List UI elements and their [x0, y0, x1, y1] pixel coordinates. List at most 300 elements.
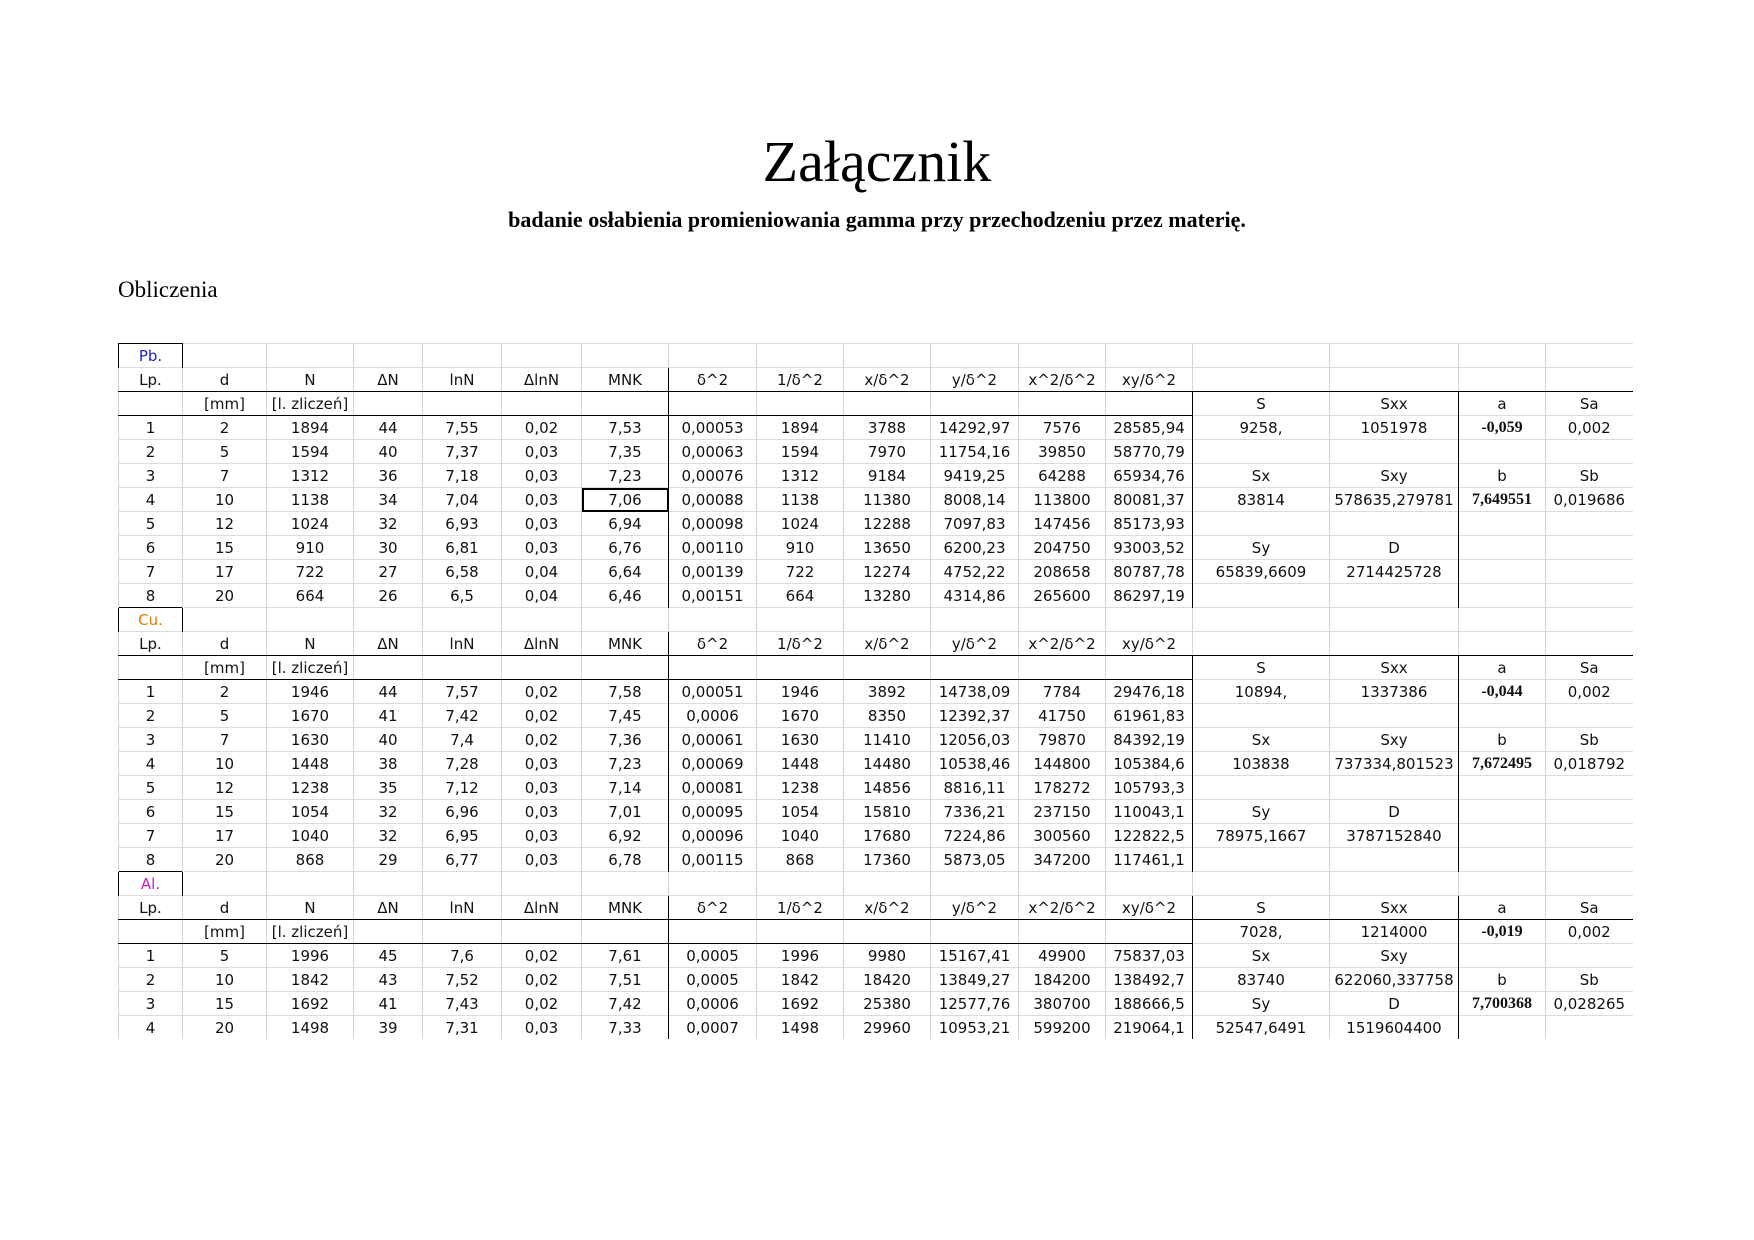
table-cell[interactable]: 7336,21 — [931, 800, 1019, 824]
table-cell[interactable]: 10953,21 — [931, 1016, 1019, 1040]
table-cell[interactable]: 6,78 — [582, 848, 669, 872]
stat-value-d[interactable]: 1519604400 — [1330, 1016, 1459, 1040]
column-header[interactable]: xy/δ^2 — [1106, 632, 1193, 656]
table-cell[interactable]: 0,00139 — [669, 560, 757, 584]
table-cell[interactable]: 7,12 — [423, 776, 502, 800]
stat-value-d[interactable]: 3787152840 — [1330, 824, 1459, 848]
stat-label-sy[interactable]: Sy — [1193, 800, 1330, 824]
table-cell[interactable]: 1448 — [267, 752, 354, 776]
table-cell[interactable]: 4 — [119, 488, 183, 512]
column-header[interactable]: ΔlnN — [502, 896, 582, 920]
stat-value-s[interactable]: 7028, — [1193, 920, 1330, 944]
table-cell[interactable]: 144800 — [1019, 752, 1106, 776]
stat-value-s[interactable]: 9258, — [1193, 416, 1330, 440]
unit-cell[interactable] — [354, 392, 423, 416]
table-cell[interactable]: 17680 — [844, 824, 931, 848]
table-cell[interactable]: 0,00061 — [669, 728, 757, 752]
table-cell[interactable]: 4 — [119, 1016, 183, 1040]
table-cell[interactable]: 184200 — [1019, 968, 1106, 992]
table-cell[interactable]: 0,03 — [502, 440, 582, 464]
stat-value-a[interactable]: -0,019 — [1459, 920, 1546, 944]
table-cell[interactable]: 7,23 — [582, 464, 669, 488]
table-cell[interactable]: 1630 — [757, 728, 844, 752]
empty-cell[interactable] — [1193, 848, 1330, 872]
table-cell[interactable]: 0,00069 — [669, 752, 757, 776]
table-cell[interactable]: 93003,52 — [1106, 536, 1193, 560]
table-cell[interactable]: 80081,37 — [1106, 488, 1193, 512]
column-header[interactable]: Lp. — [119, 632, 183, 656]
empty-cell[interactable] — [931, 920, 1019, 944]
empty-cell[interactable] — [423, 872, 502, 896]
column-header[interactable]: Lp. — [119, 368, 183, 392]
table-cell[interactable]: 5 — [119, 776, 183, 800]
table-cell[interactable]: 1024 — [757, 512, 844, 536]
unit-cell[interactable] — [119, 920, 183, 944]
column-header[interactable]: x^2/δ^2 — [1019, 632, 1106, 656]
empty-cell[interactable] — [757, 344, 844, 368]
empty-cell[interactable] — [1546, 440, 1633, 464]
table-cell[interactable]: 7,31 — [423, 1016, 502, 1040]
table-cell[interactable]: 7576 — [1019, 416, 1106, 440]
empty-cell[interactable] — [183, 872, 267, 896]
empty-cell[interactable] — [267, 872, 354, 896]
empty-cell[interactable] — [669, 608, 757, 632]
stat-value-s[interactable]: 10894, — [1193, 680, 1330, 704]
empty-cell[interactable] — [267, 344, 354, 368]
empty-cell[interactable] — [1459, 536, 1546, 560]
table-cell[interactable]: 12577,76 — [931, 992, 1019, 1016]
column-header[interactable]: N — [267, 896, 354, 920]
empty-cell[interactable] — [1019, 872, 1106, 896]
empty-cell[interactable] — [844, 920, 931, 944]
stat-value-sxx[interactable]: 1051978 — [1330, 416, 1459, 440]
table-cell[interactable]: 8008,14 — [931, 488, 1019, 512]
stat-value-sxy[interactable]: 737334,801523 — [1330, 752, 1459, 776]
empty-cell[interactable] — [1546, 944, 1633, 968]
empty-cell[interactable] — [1546, 872, 1633, 896]
empty-cell[interactable] — [502, 344, 582, 368]
column-header[interactable]: δ^2 — [669, 368, 757, 392]
table-cell[interactable]: 15 — [183, 536, 267, 560]
empty-cell[interactable] — [1459, 632, 1546, 656]
table-cell[interactable]: 0,03 — [502, 848, 582, 872]
column-header[interactable]: ΔlnN — [502, 368, 582, 392]
empty-cell[interactable] — [1106, 920, 1193, 944]
stat-label-b[interactable]: b — [1459, 968, 1546, 992]
stat-label-d[interactable]: D — [1330, 536, 1459, 560]
table-cell[interactable]: 6,77 — [423, 848, 502, 872]
empty-cell[interactable] — [354, 608, 423, 632]
table-cell[interactable]: 0,00051 — [669, 680, 757, 704]
stat-value-sxy[interactable]: 622060,337758 — [1330, 968, 1459, 992]
table-cell[interactable]: 0,03 — [502, 776, 582, 800]
table-cell[interactable]: 7097,83 — [931, 512, 1019, 536]
table-cell[interactable]: 9184 — [844, 464, 931, 488]
empty-cell[interactable] — [1193, 704, 1330, 728]
table-cell[interactable]: 49900 — [1019, 944, 1106, 968]
stat-label-sa[interactable]: Sa — [1546, 896, 1633, 920]
table-cell[interactable]: 0,00053 — [669, 416, 757, 440]
empty-cell[interactable] — [1546, 848, 1633, 872]
column-header[interactable]: ΔN — [354, 368, 423, 392]
table-cell[interactable]: 8816,11 — [931, 776, 1019, 800]
table-cell[interactable]: 7,43 — [423, 992, 502, 1016]
empty-cell[interactable] — [1106, 344, 1193, 368]
table-cell[interactable]: 105793,3 — [1106, 776, 1193, 800]
empty-cell[interactable] — [1193, 344, 1330, 368]
empty-cell[interactable] — [931, 392, 1019, 416]
table-cell[interactable]: 7 — [183, 464, 267, 488]
table-cell[interactable]: 7,4 — [423, 728, 502, 752]
stat-value-sy[interactable]: 65839,6609 — [1193, 560, 1330, 584]
table-cell[interactable]: 0,00096 — [669, 824, 757, 848]
table-cell[interactable]: 1448 — [757, 752, 844, 776]
empty-cell[interactable] — [757, 608, 844, 632]
table-cell[interactable]: 0,03 — [502, 512, 582, 536]
table-cell[interactable]: 1894 — [757, 416, 844, 440]
table-cell[interactable]: 178272 — [1019, 776, 1106, 800]
table-cell[interactable]: 7,57 — [423, 680, 502, 704]
table-cell[interactable]: 45 — [354, 944, 423, 968]
column-header[interactable]: 1/δ^2 — [757, 896, 844, 920]
empty-cell[interactable] — [502, 608, 582, 632]
empty-cell[interactable] — [1330, 344, 1459, 368]
empty-cell[interactable] — [183, 608, 267, 632]
empty-cell[interactable] — [502, 872, 582, 896]
table-cell[interactable]: 7224,86 — [931, 824, 1019, 848]
table-cell[interactable]: 1138 — [267, 488, 354, 512]
table-cell[interactable]: 1040 — [757, 824, 844, 848]
table-cell[interactable]: 15810 — [844, 800, 931, 824]
stat-label-d[interactable]: D — [1330, 800, 1459, 824]
empty-cell[interactable] — [267, 608, 354, 632]
unit-cell[interactable] — [502, 656, 582, 680]
empty-cell[interactable] — [669, 920, 757, 944]
empty-cell[interactable] — [1546, 584, 1633, 608]
table-cell[interactable]: 219064,1 — [1106, 1016, 1193, 1040]
empty-cell[interactable] — [1546, 632, 1633, 656]
table-cell[interactable]: 6,5 — [423, 584, 502, 608]
table-cell[interactable]: 25380 — [844, 992, 931, 1016]
table-cell[interactable]: 0,0005 — [669, 968, 757, 992]
table-cell[interactable]: 7,35 — [582, 440, 669, 464]
column-header[interactable]: xy/δ^2 — [1106, 896, 1193, 920]
empty-cell[interactable] — [1459, 1016, 1546, 1040]
table-cell[interactable]: 1946 — [757, 680, 844, 704]
column-header[interactable]: x/δ^2 — [844, 368, 931, 392]
stat-label-sa[interactable]: Sa — [1546, 656, 1633, 680]
column-header[interactable]: Lp. — [119, 896, 183, 920]
table-cell[interactable]: 1 — [119, 416, 183, 440]
empty-cell[interactable] — [1459, 824, 1546, 848]
table-cell[interactable]: 5 — [119, 512, 183, 536]
table-cell[interactable]: 12392,37 — [931, 704, 1019, 728]
empty-cell[interactable] — [1459, 944, 1546, 968]
table-cell[interactable]: 12056,03 — [931, 728, 1019, 752]
table-cell[interactable]: 11754,16 — [931, 440, 1019, 464]
empty-cell[interactable] — [1546, 776, 1633, 800]
table-cell[interactable]: 722 — [267, 560, 354, 584]
table-cell[interactable]: 0,03 — [502, 752, 582, 776]
empty-cell[interactable] — [1019, 920, 1106, 944]
stat-value-sb[interactable]: 0,019686 — [1546, 488, 1633, 512]
table-cell[interactable]: 26 — [354, 584, 423, 608]
table-cell[interactable]: 7,06 — [582, 488, 669, 512]
table-cell[interactable]: 380700 — [1019, 992, 1106, 1016]
table-cell[interactable]: 17 — [183, 824, 267, 848]
empty-cell[interactable] — [844, 392, 931, 416]
column-header[interactable]: ΔlnN — [502, 632, 582, 656]
empty-cell[interactable] — [1330, 848, 1459, 872]
table-cell[interactable]: 11410 — [844, 728, 931, 752]
table-cell[interactable]: 105384,6 — [1106, 752, 1193, 776]
table-cell[interactable]: 208658 — [1019, 560, 1106, 584]
empty-cell[interactable] — [931, 344, 1019, 368]
table-cell[interactable]: 1 — [119, 944, 183, 968]
table-cell[interactable]: 6,93 — [423, 512, 502, 536]
empty-cell[interactable] — [669, 872, 757, 896]
unit-cell[interactable] — [502, 392, 582, 416]
table-cell[interactable]: 7,6 — [423, 944, 502, 968]
table-cell[interactable]: 3 — [119, 464, 183, 488]
table-cell[interactable]: 14292,97 — [931, 416, 1019, 440]
table-cell[interactable]: 1946 — [267, 680, 354, 704]
empty-cell[interactable] — [931, 608, 1019, 632]
column-header[interactable]: lnN — [423, 632, 502, 656]
table-cell[interactable]: 10 — [183, 488, 267, 512]
table-cell[interactable]: 0,03 — [502, 1016, 582, 1040]
table-cell[interactable]: 1138 — [757, 488, 844, 512]
table-cell[interactable]: 6,95 — [423, 824, 502, 848]
column-header[interactable]: MNK — [582, 632, 669, 656]
empty-cell[interactable] — [1193, 872, 1330, 896]
table-cell[interactable]: 0,00095 — [669, 800, 757, 824]
empty-cell[interactable] — [1330, 704, 1459, 728]
table-cell[interactable]: 1996 — [757, 944, 844, 968]
table-cell[interactable]: 1498 — [757, 1016, 844, 1040]
table-cell[interactable]: 14738,09 — [931, 680, 1019, 704]
stat-value-sb[interactable]: 0,028265 — [1546, 992, 1633, 1016]
stat-value-sx[interactable]: 83814 — [1193, 488, 1330, 512]
unit-cell[interactable] — [582, 656, 669, 680]
empty-cell[interactable] — [582, 872, 669, 896]
table-cell[interactable]: 0,00110 — [669, 536, 757, 560]
stat-label-sxy[interactable]: Sxy — [1330, 728, 1459, 752]
table-cell[interactable]: 664 — [267, 584, 354, 608]
stat-label-sy[interactable]: Sy — [1193, 536, 1330, 560]
column-header[interactable]: N — [267, 632, 354, 656]
unit-cell[interactable] — [119, 656, 183, 680]
table-cell[interactable]: 7,61 — [582, 944, 669, 968]
table-cell[interactable]: 3788 — [844, 416, 931, 440]
table-cell[interactable]: 7784 — [1019, 680, 1106, 704]
table-cell[interactable]: 0,00081 — [669, 776, 757, 800]
empty-cell[interactable] — [1106, 656, 1193, 680]
column-header[interactable]: d — [183, 368, 267, 392]
table-cell[interactable]: 34 — [354, 488, 423, 512]
empty-cell[interactable] — [669, 344, 757, 368]
table-cell[interactable]: 0,02 — [502, 416, 582, 440]
unit-cell[interactable]: [mm] — [183, 920, 267, 944]
table-cell[interactable]: 29476,18 — [1106, 680, 1193, 704]
empty-cell[interactable] — [757, 392, 844, 416]
column-header[interactable]: MNK — [582, 368, 669, 392]
table-cell[interactable]: 27 — [354, 560, 423, 584]
table-cell[interactable]: 664 — [757, 584, 844, 608]
table-cell[interactable]: 40 — [354, 440, 423, 464]
stat-label-sy[interactable]: Sy — [1193, 992, 1330, 1016]
table-cell[interactable]: 13280 — [844, 584, 931, 608]
table-cell[interactable]: 7,58 — [582, 680, 669, 704]
empty-cell[interactable] — [844, 872, 931, 896]
table-cell[interactable]: 79870 — [1019, 728, 1106, 752]
table-cell[interactable]: 10538,46 — [931, 752, 1019, 776]
empty-cell[interactable] — [931, 656, 1019, 680]
table-cell[interactable]: 0,03 — [502, 464, 582, 488]
stat-label-b[interactable]: b — [1459, 464, 1546, 488]
table-cell[interactable]: 35 — [354, 776, 423, 800]
table-cell[interactable]: 1842 — [757, 968, 844, 992]
stat-label-sxy[interactable]: Sxy — [1330, 464, 1459, 488]
table-cell[interactable]: 0,00076 — [669, 464, 757, 488]
table-cell[interactable]: 5 — [183, 944, 267, 968]
table-cell[interactable]: 9980 — [844, 944, 931, 968]
empty-cell[interactable] — [1459, 776, 1546, 800]
table-cell[interactable]: 237150 — [1019, 800, 1106, 824]
table-cell[interactable]: 58770,79 — [1106, 440, 1193, 464]
table-cell[interactable]: 7970 — [844, 440, 931, 464]
table-cell[interactable]: 32 — [354, 800, 423, 824]
table-cell[interactable]: 75837,03 — [1106, 944, 1193, 968]
table-cell[interactable]: 7,33 — [582, 1016, 669, 1040]
table-cell[interactable]: 0,00098 — [669, 512, 757, 536]
stat-value-b[interactable]: 7,700368 — [1459, 992, 1546, 1016]
stat-label-sx[interactable]: Sx — [1193, 944, 1330, 968]
empty-cell[interactable] — [1330, 608, 1459, 632]
table-cell[interactable]: 0,03 — [502, 488, 582, 512]
unit-cell[interactable] — [502, 920, 582, 944]
table-cell[interactable]: 0,00115 — [669, 848, 757, 872]
unit-cell[interactable] — [582, 920, 669, 944]
stat-value-b[interactable]: 7,672495 — [1459, 752, 1546, 776]
table-cell[interactable]: 0,0007 — [669, 1016, 757, 1040]
empty-cell[interactable] — [1459, 872, 1546, 896]
table-cell[interactable]: 138492,7 — [1106, 968, 1193, 992]
column-header[interactable]: δ^2 — [669, 632, 757, 656]
empty-cell[interactable] — [1330, 584, 1459, 608]
empty-cell[interactable] — [582, 608, 669, 632]
table-cell[interactable]: 2 — [119, 704, 183, 728]
unit-cell[interactable] — [354, 656, 423, 680]
table-cell[interactable]: 12274 — [844, 560, 931, 584]
table-cell[interactable]: 65934,76 — [1106, 464, 1193, 488]
empty-cell[interactable] — [1459, 704, 1546, 728]
empty-cell[interactable] — [1546, 512, 1633, 536]
table-cell[interactable]: 32 — [354, 512, 423, 536]
stat-label-a[interactable]: a — [1459, 392, 1546, 416]
empty-cell[interactable] — [1193, 584, 1330, 608]
table-cell[interactable]: 3 — [119, 992, 183, 1016]
empty-cell[interactable] — [423, 344, 502, 368]
unit-cell[interactable] — [582, 392, 669, 416]
table-cell[interactable]: 204750 — [1019, 536, 1106, 560]
column-header[interactable]: y/δ^2 — [931, 896, 1019, 920]
table-cell[interactable]: 7,04 — [423, 488, 502, 512]
empty-cell[interactable] — [1546, 800, 1633, 824]
table-cell[interactable]: 5 — [183, 704, 267, 728]
empty-cell[interactable] — [669, 392, 757, 416]
empty-cell[interactable] — [1546, 704, 1633, 728]
empty-cell[interactable] — [1330, 512, 1459, 536]
table-cell[interactable]: 0,02 — [502, 704, 582, 728]
empty-cell[interactable] — [844, 608, 931, 632]
table-cell[interactable]: 7,37 — [423, 440, 502, 464]
table-cell[interactable]: 39850 — [1019, 440, 1106, 464]
table-cell[interactable]: 7,23 — [582, 752, 669, 776]
table-cell[interactable]: 300560 — [1019, 824, 1106, 848]
table-cell[interactable]: 1894 — [267, 416, 354, 440]
table-cell[interactable]: 6,81 — [423, 536, 502, 560]
stat-label-sx[interactable]: Sx — [1193, 464, 1330, 488]
table-cell[interactable]: 0,04 — [502, 584, 582, 608]
column-header[interactable]: d — [183, 896, 267, 920]
empty-cell[interactable] — [1546, 824, 1633, 848]
stat-value-sy[interactable]: 52547,6491 — [1193, 1016, 1330, 1040]
table-cell[interactable]: 0,00063 — [669, 440, 757, 464]
column-header[interactable]: x^2/δ^2 — [1019, 896, 1106, 920]
unit-cell[interactable] — [119, 392, 183, 416]
empty-cell[interactable] — [1459, 560, 1546, 584]
stat-label-sxx[interactable]: Sxx — [1330, 896, 1459, 920]
table-cell[interactable]: 1498 — [267, 1016, 354, 1040]
table-cell[interactable]: 0,00088 — [669, 488, 757, 512]
table-cell[interactable]: 7,01 — [582, 800, 669, 824]
table-cell[interactable]: 1238 — [757, 776, 844, 800]
empty-cell[interactable] — [1193, 776, 1330, 800]
column-header[interactable]: y/δ^2 — [931, 632, 1019, 656]
table-cell[interactable]: 85173,93 — [1106, 512, 1193, 536]
table-cell[interactable]: 2 — [183, 416, 267, 440]
table-cell[interactable]: 7 — [183, 728, 267, 752]
column-header[interactable]: x/δ^2 — [844, 896, 931, 920]
table-cell[interactable]: 1692 — [757, 992, 844, 1016]
table-cell[interactable]: 7,42 — [423, 704, 502, 728]
table-cell[interactable]: 20 — [183, 1016, 267, 1040]
table-cell[interactable]: 188666,5 — [1106, 992, 1193, 1016]
table-cell[interactable]: 113800 — [1019, 488, 1106, 512]
table-cell[interactable]: 40 — [354, 728, 423, 752]
table-cell[interactable]: 8 — [119, 848, 183, 872]
material-label[interactable]: Pb. — [119, 344, 183, 368]
table-cell[interactable]: 7,45 — [582, 704, 669, 728]
empty-cell[interactable] — [1546, 368, 1633, 392]
table-cell[interactable]: 1692 — [267, 992, 354, 1016]
column-header[interactable]: ΔN — [354, 896, 423, 920]
table-cell[interactable]: 910 — [757, 536, 844, 560]
stat-label-s[interactable]: S — [1193, 392, 1330, 416]
table-cell[interactable]: 17360 — [844, 848, 931, 872]
column-header[interactable]: ΔN — [354, 632, 423, 656]
empty-cell[interactable] — [1193, 512, 1330, 536]
empty-cell[interactable] — [1459, 344, 1546, 368]
empty-cell[interactable] — [1019, 344, 1106, 368]
table-cell[interactable]: 84392,19 — [1106, 728, 1193, 752]
unit-cell[interactable]: [l. zliczeń] — [267, 920, 354, 944]
table-cell[interactable]: 0,03 — [502, 800, 582, 824]
column-header[interactable]: 1/δ^2 — [757, 632, 844, 656]
table-cell[interactable]: 41 — [354, 704, 423, 728]
empty-cell[interactable] — [1459, 584, 1546, 608]
